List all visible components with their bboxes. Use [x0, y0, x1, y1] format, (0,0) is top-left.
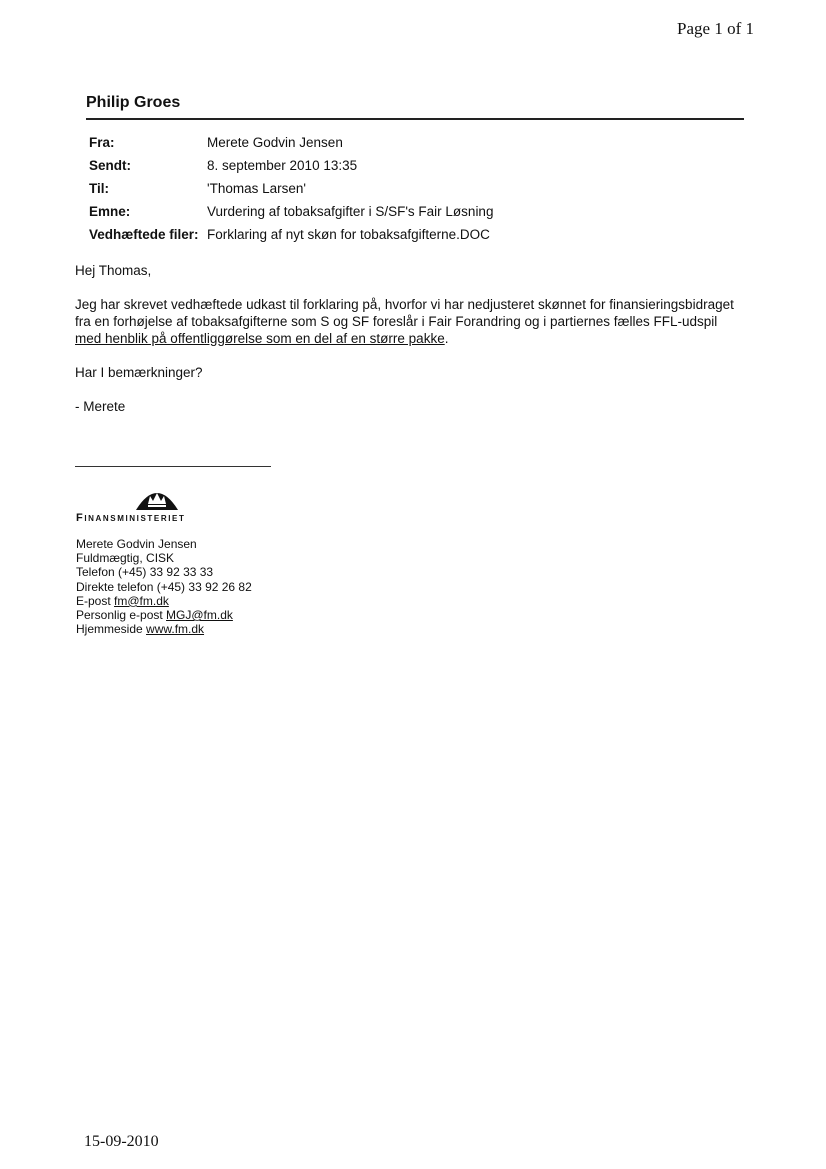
main-paragraph-text: Jeg har skrevet vedhæftede udkast til forklaring på, hvorfor vi har nedjusteret skønnet for finansieringsbidraget fra en forhøjelse af tobaksafgifterne som S og SF foreslår i Fair Forandring og i partiernes fælles FFL-udspil: [75, 297, 734, 329]
sent-row: [89, 154, 493, 177]
homepage-link[interactable]: www.fm.dk: [146, 622, 205, 637]
from-label: Fra:: [89, 135, 115, 150]
footer-date: 15-09-2010: [84, 1133, 159, 1150]
to-row: [89, 177, 493, 200]
email-label: E-post: [76, 593, 115, 608]
main-paragraph: [75, 296, 745, 347]
attachments-label: Vedhæftede filer:: [89, 227, 199, 242]
subject-row: [89, 200, 493, 223]
sent-label: Sendt:: [89, 158, 131, 173]
homepage-label: Hjemmeside: [76, 622, 147, 637]
signature-personal-email-line: [76, 608, 252, 622]
email-header-table: [89, 131, 493, 246]
page-number: Page 1 of 1: [677, 19, 754, 38]
signature-title: Fuldmægtig, CISK: [76, 551, 175, 566]
closing: - Merete: [75, 399, 126, 414]
email-link[interactable]: fm@fm.dk: [114, 593, 169, 608]
header-divider: [86, 118, 744, 120]
signature-homepage-line: [76, 622, 252, 636]
question: Har I bemærkninger?: [75, 365, 203, 380]
personal-email-label: Personlig e-post: [76, 608, 167, 623]
from-value: Merete Godvin Jensen: [207, 135, 343, 150]
sent-value: 8. september 2010 13:35: [207, 158, 358, 173]
from-row: [89, 131, 493, 154]
to-value: 'Thomas Larsen': [207, 181, 306, 196]
subject-label: Emne:: [89, 204, 131, 219]
signature-divider: [75, 466, 271, 467]
signature-email-line: [76, 594, 252, 608]
signature-block: [76, 537, 252, 636]
attachments-row: [89, 223, 493, 246]
email-body: [75, 262, 745, 432]
main-paragraph-end: .: [444, 331, 449, 346]
signature-name: Merete Godvin Jensen: [76, 537, 197, 551]
signature-direct-phone: Direkte telefon (+45) 33 92 26 82: [76, 579, 252, 594]
ministry-logo-text: Finansministeriet: [76, 512, 186, 524]
attachment-filename[interactable]: Forklaring af nyt skøn for tobaksafgifterne.DOC: [207, 227, 490, 242]
subject-value: Vurdering af tobaksafgifter i S/SF's Fair Løsning: [207, 204, 494, 219]
signature-phone: Telefon (+45) 33 92 33 33: [76, 565, 214, 580]
underlined-phrase: med henblik på offentliggørelse som en del af en større pakke: [75, 331, 445, 346]
mailbox-owner-name: Philip Groes: [86, 94, 181, 111]
to-label: Til:: [89, 181, 109, 196]
personal-email-link[interactable]: MGJ@fm.dk: [166, 608, 233, 623]
greeting: Hej Thomas,: [75, 263, 152, 278]
